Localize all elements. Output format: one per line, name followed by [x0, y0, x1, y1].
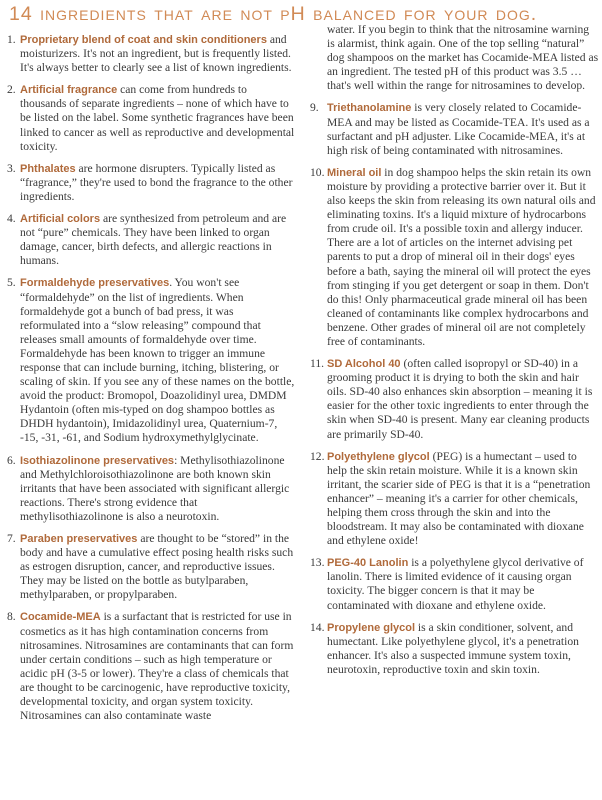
ingredient-description: (often called isopropyl or SD-40) in a grooming product it is drying to both the skin and hair oils. SD-40 also enhances skin absorption – meaning it is easier for the other toxic ingredients to enter through the skin when SD-40 is present. Many ear cleaning products are primarily SD-40.	[327, 357, 593, 441]
ingredient-name: SD Alcohol 40	[327, 358, 401, 371]
ingredient-description: . You won't see “formaldehyde” on the list of ingredients. When formaldehyde got a bunch of bad press, it was reformulated into a “slow releasing” compound that releases small amounts of formaldehyde over time. Formaldehyde has been known to trigger an immune response that can include burning, itching, blistering, or scaling of skin. If you see any of these names on the bottle, avoid the product: Bromopol, Doazolidinyl urea, DMDM Hydantoin (often mis-typed on dog shampoo bottles as DHDH hydantoin), Imidazolidinyl urea, Quaternium-7, -15, -31, -61, and Sodium hydroxymethylglycinate.	[20, 276, 295, 445]
ingredient-description: is a surfactant that is restricted for use in cosmetics as it has high contamination concerns from nitrosamines. Nitrosamines are contaminants that can form under certain conditions – such as high temperature or acidic pH (3-5 or lower). They're a class of chemicals that are thought to be carcinogenic, have reproductive toxicity, developmental toxicity, and organ system toxicity. Nitrosamines can also contaminate waste	[20, 610, 294, 723]
item-text	[20, 33, 295, 75]
list-item	[310, 621, 599, 677]
left-column	[7, 33, 295, 731]
list-item	[7, 454, 295, 524]
item-text	[20, 454, 295, 524]
right-column	[310, 23, 599, 685]
item-text	[327, 101, 599, 157]
item-text	[20, 532, 295, 602]
ingredient-name: Formaldehyde preservatives	[20, 277, 170, 290]
item-text	[327, 556, 599, 612]
ingredient-name: Proprietary blend of coat and skin conditioners	[20, 34, 267, 46]
item-text	[327, 166, 599, 349]
ingredient-name: Triethanolamine	[327, 102, 412, 115]
item-number: 12.	[310, 449, 325, 463]
item-8-continuation: water. If you begin to think that the nitrosamine warning is alarmist, think again. One of the top selling “natural” dog shampoos on the market has Cocamide-MEA listed as an ingredient. The tested pH of this product was 3.5 … that's well within the range for nitrosamines to develop.	[327, 23, 599, 93]
ingredient-description: is a polyethylene glycol derivative of lanolin. There is limited evidence of it causing organ toxicity. The bigger concern is that it may be contaminated with dioxane and ethylene oxide.	[327, 556, 584, 612]
item-text	[20, 162, 295, 204]
ingredient-name: Isothiazolinone preservatives	[20, 454, 175, 467]
ingredient-description: and moisturizers. It's not an ingredient, but is frequently listed. It's always better to clearly see a list of known ingredients.	[20, 33, 292, 75]
list-item	[7, 610, 295, 723]
list-item	[7, 33, 295, 75]
item-number: 4.	[7, 212, 16, 226]
ingredient-description: is a skin conditioner, solvent, and humectant. Like polyethylene glycol, it's a penetration enhancer. It's also a suspected immune system toxin, neurotoxin, reproductive toxin and skin toxin.	[327, 620, 579, 676]
item-number: 3.	[7, 161, 16, 175]
ingredient-name: Propylene glycol	[327, 621, 416, 634]
item-number: 10.	[310, 165, 325, 179]
item-text	[327, 621, 599, 677]
ingredient-name: Paraben preservatives	[20, 533, 138, 545]
ingredient-name: PEG-40 Lanolin	[327, 557, 409, 570]
item-number: 1.	[7, 33, 16, 46]
item-number: 5.	[7, 276, 16, 290]
list-item	[7, 532, 295, 602]
list-item	[7, 276, 295, 445]
item-number: 6.	[7, 453, 16, 467]
item-number: 8.	[7, 610, 16, 624]
list-item	[7, 162, 295, 204]
item-text	[20, 610, 295, 723]
item-text	[20, 212, 295, 268]
item-text	[20, 83, 295, 153]
ingredient-description: are synthesized from petroleum and are not “pure” chemicals. They have been linked to organ damage, cancer, birth defects, and allergic reactions in humans.	[20, 212, 287, 268]
list-item	[7, 212, 295, 268]
item-number: 14.	[310, 620, 325, 634]
item-text	[327, 357, 599, 442]
item-text	[20, 276, 295, 445]
ingredient-name: Phthalates	[20, 162, 76, 175]
list-item	[310, 556, 599, 612]
item-number: 7.	[7, 532, 16, 545]
ingredient-description: can come from hundreds to thousands of separate ingredients – none of which have to be listed on the label. Some synthetic fragrances have been linked to cancer as well as reproductive and developmental toxicity.	[20, 83, 295, 153]
ingredient-name: Mineral oil	[327, 166, 382, 179]
ingredient-description: (PEG) is a humectant – used to help the skin retain moisture. While it is a known skin irritant, the scarier side of PEG is that it is a “penetration enhancer” – meaning it's a carrier for other chemicals, helping them cross through the skin and into the bloodstream. It may also be contaminated with dioxane and ethylene oxide!	[327, 449, 591, 548]
item-number: 2.	[7, 83, 16, 97]
item-text	[327, 450, 599, 549]
list-item	[7, 83, 295, 153]
list-item	[310, 101, 599, 157]
item-number: 11.	[310, 357, 325, 371]
list-item	[310, 450, 599, 549]
page-title: 14 ingredients that are not pH balanced for your dog.	[9, 3, 538, 25]
ingredient-description: are thought to be “stored” in the body and have a cumulative effect posing health risks such as estrogen disruption, cancer, and reproductive issues. They may be listed on the bottle as butylparaben, methylparaben, or propylparaben.	[20, 532, 294, 602]
list-item	[310, 357, 599, 442]
ingredient-description: : Methylisothiazolinone and Methylchloroisothiazolinone are both known skin irritants that have been associated with significant allergic reactions. There's strong evidence that methylisothiazolinone is also a neurotoxin.	[20, 453, 290, 523]
ingredient-description: is very closely related to Cocamide-MEA and may be listed as Cocamide-TEA. It's used as a surfactant and pH adjuster. Like Cocamide-MEA, it's at high risk of being contaminated with nitrosamines.	[327, 101, 590, 157]
item-number: 9.	[310, 101, 319, 115]
ingredient-description: in dog shampoo helps the skin retain its own moisture by providing a protective barrier over it. But it also keeps the skin from releasing its own natural oils and eliminating toxins. It's a liquid mixture of hydrocarbons from crude oil. It's a possible toxin and allergy inducer. There are a lot of articles on the internet advising pet parents to put a drop of mineral oil in their dogs' eyes before a bath, saying the mineral oil will protect the eyes from stinging if you get detergent or soap in them. Don't do this! Only pharmaceutical grade mineral oil has been cleaned of contaminants like complex hydrocarbons and benzene. Other grades of mineral oil are not completely free of contaminants.	[327, 165, 596, 348]
ingredient-name: Artificial colors	[20, 213, 101, 226]
ingredient-description: are hormone disrupters. Typically listed as “fragrance,” they're used to bond the fragrance to the other ingredients.	[20, 161, 293, 203]
list-item	[310, 166, 599, 349]
ingredient-name: Artificial fragrance	[20, 84, 118, 97]
ingredient-name: Polyethylene glycol	[327, 450, 430, 463]
item-number: 13.	[310, 556, 325, 570]
ingredient-name: Cocamide-MEA	[20, 611, 101, 624]
